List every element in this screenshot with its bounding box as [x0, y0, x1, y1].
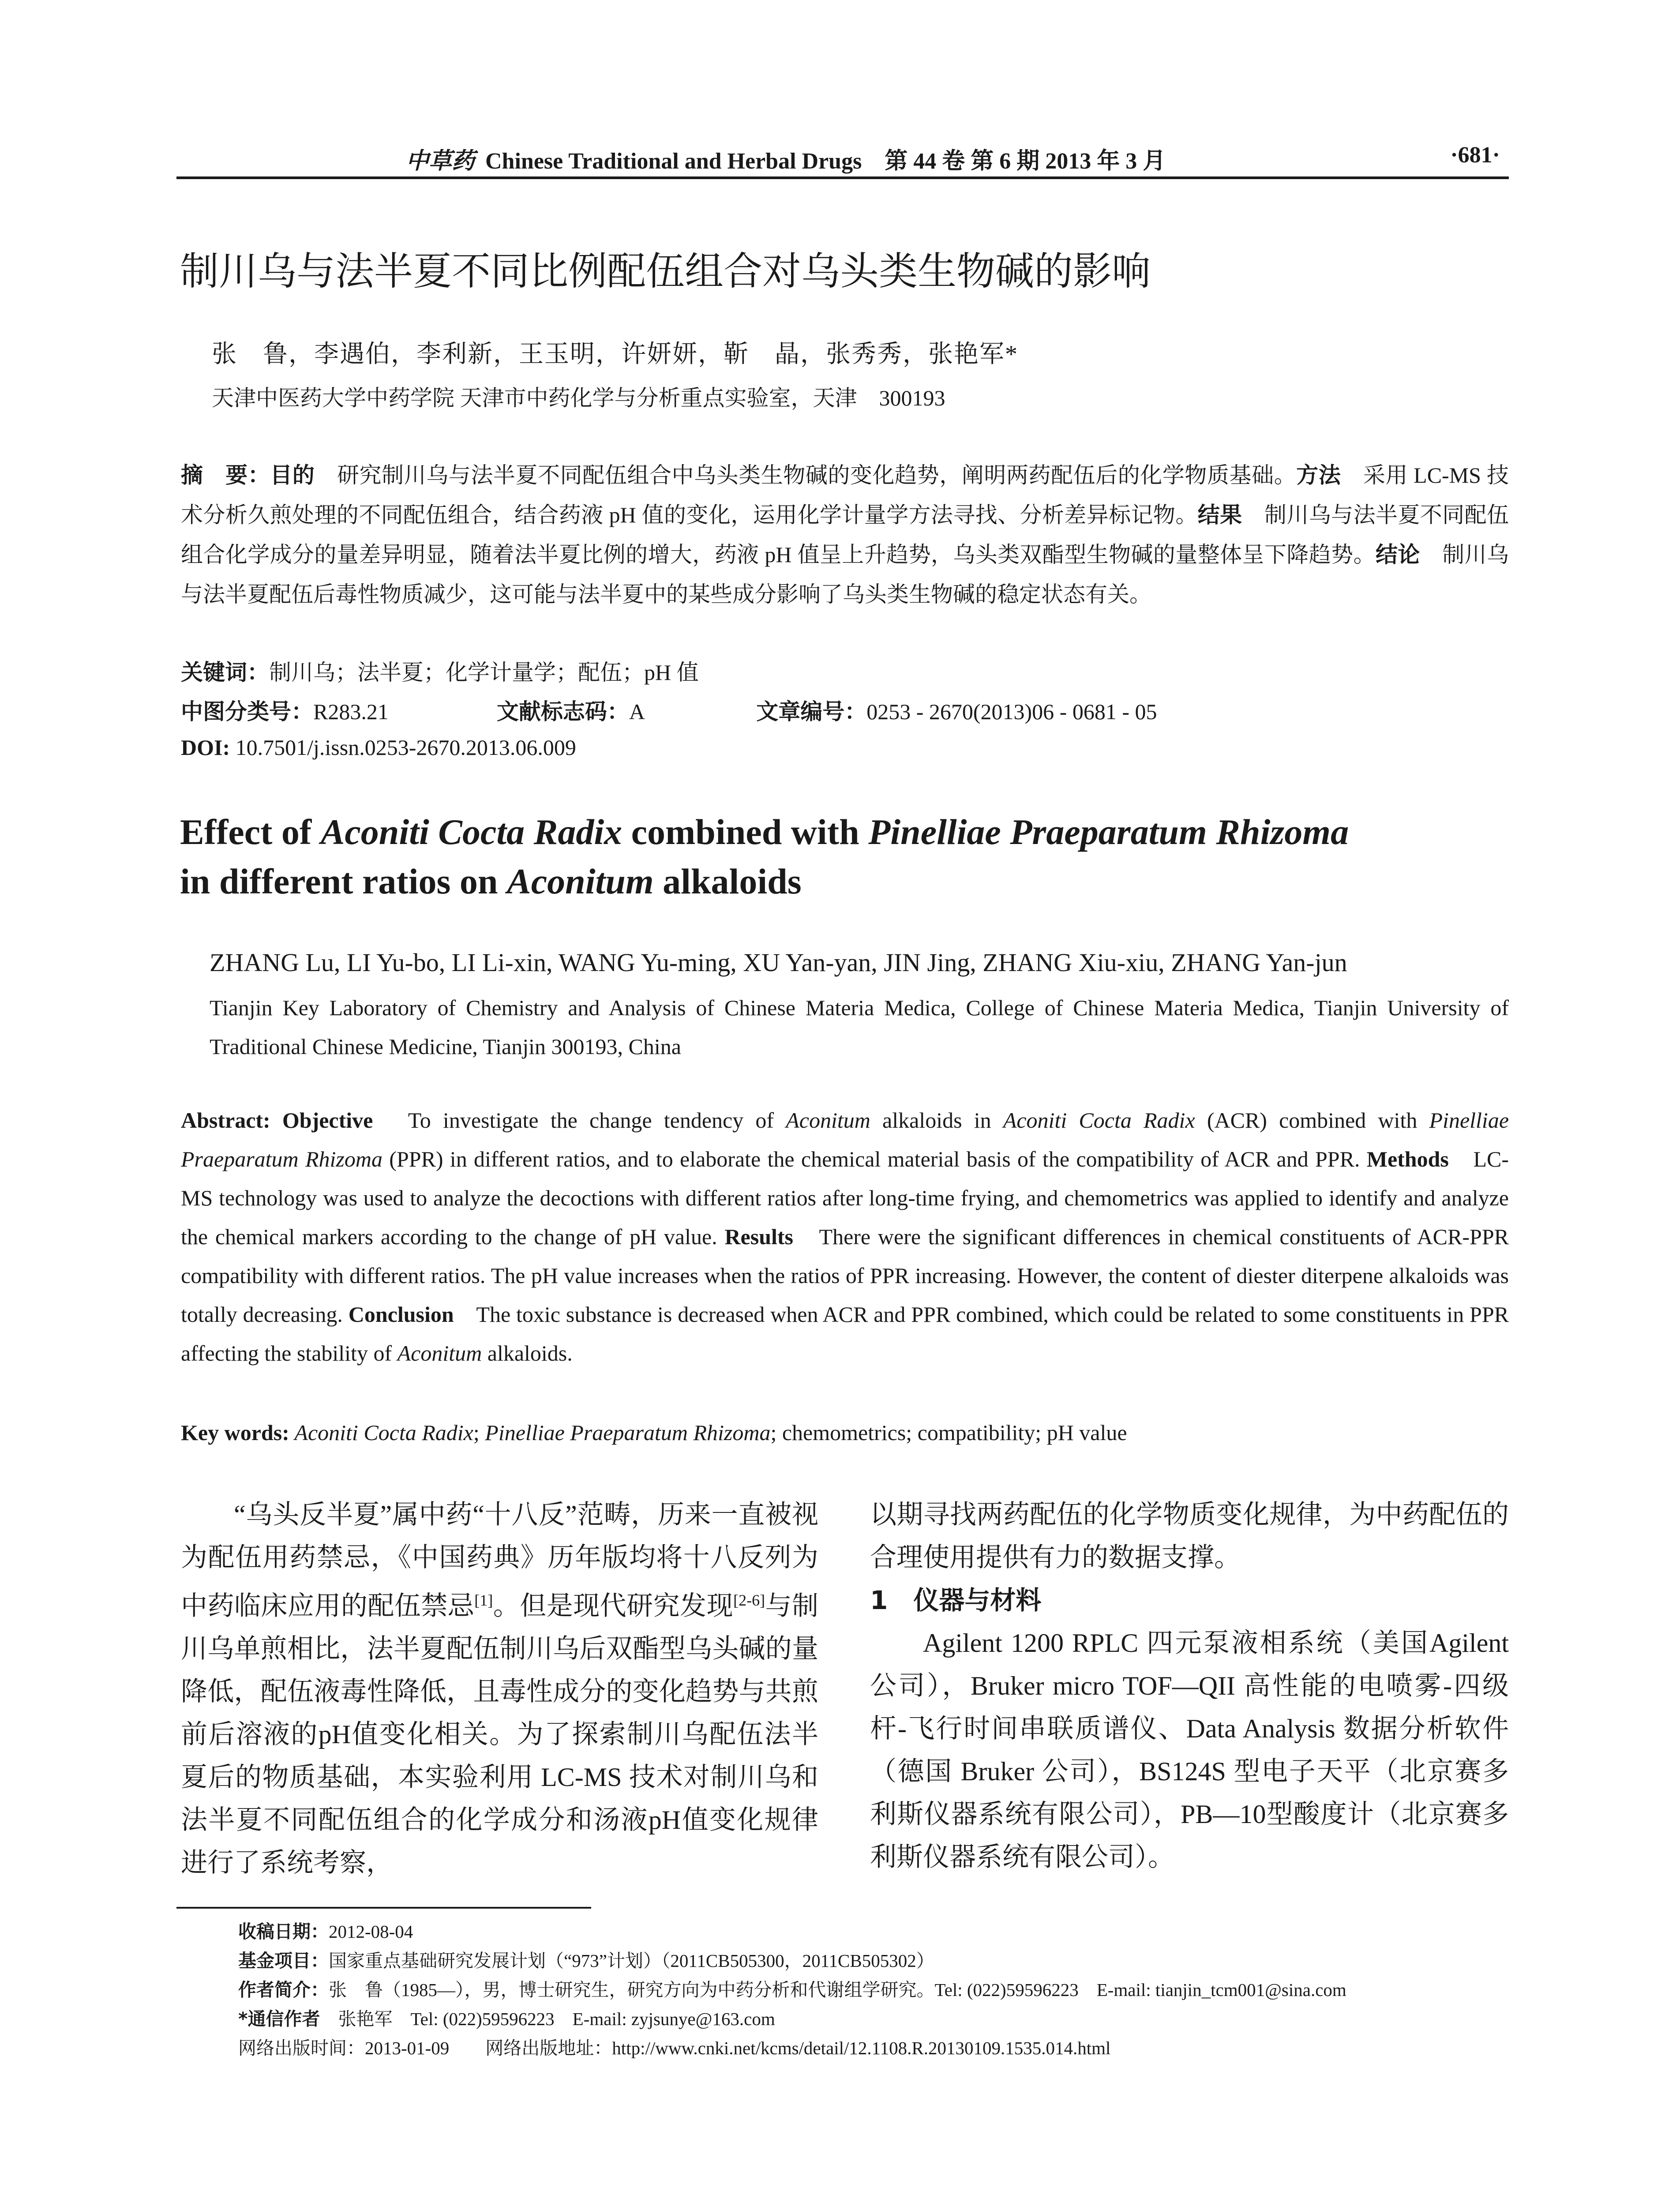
affiliation-english: Tianjin Key Laboratory of Chemistry and Analysis of Chinese Materia Medica, College of Chinese Materia Medica, Tianjin University of Traditional Chinese Medicine, Tianjin 300193, China: [210, 995, 1509, 1059]
keywords-en-label: Key words:: [181, 1420, 289, 1445]
clc-label: 中图分类号：: [181, 699, 313, 724]
intro-paragraph: [181, 1493, 818, 1884]
abstract-en-text: (ACR) combined with: [1195, 1108, 1429, 1133]
abstract-en-label: Abstract:: [181, 1108, 270, 1133]
methods-label: 方法: [1296, 462, 1341, 488]
title-en-part: combined with: [622, 812, 869, 852]
article-number-value: 0253 - 2670(2013)06 - 0681 - 05: [866, 699, 1157, 724]
footnote-online: 网络出版时间：2013-01-09 网络出版地址：http://www.cnki.net/kcms/detail/12.1108.R.20130109.1535.014.html: [238, 2038, 1111, 2058]
results-label: 结果: [1197, 502, 1242, 528]
footnote-author: [238, 1975, 1518, 2004]
title-chinese: 制川乌与法半夏不同比例配伍组合对乌头类生物碱的影响: [180, 248, 1151, 294]
objective-en-label: Objective: [270, 1108, 373, 1133]
results-text: 制川乌与法半夏不同配伍组合化学成分的量差异明显，随着法半夏比例的增大，药液 pH 值呈上升趋势，乌头类双酯型生物碱的量整体呈下降趋势。: [181, 503, 1509, 567]
body-column-left: [181, 1493, 818, 1884]
title-en-italic: Aconiti Cocta Radix: [320, 812, 622, 852]
footnote-divider: [176, 1907, 591, 1909]
abstract-en-italic: Aconitum: [786, 1108, 870, 1133]
section-heading: 1 仪器与材料: [870, 1585, 1042, 1615]
footnote-text: 国家重点基础研究发展计划（“973”计划）（2011CB505300，2011CB505302）: [329, 1951, 934, 1971]
methods-en-label: Methods: [1366, 1147, 1449, 1171]
doi-line: [181, 735, 576, 760]
keyword-italic: Aconiti Cocta Radix: [289, 1420, 473, 1445]
keyword-sep: ;: [473, 1420, 485, 1445]
header-divider: [176, 176, 1509, 179]
footnote-received: [238, 1917, 1518, 1946]
body-text: 。但是现代研究发现: [493, 1591, 734, 1621]
footnote-text: 2012-08-04: [329, 1921, 413, 1942]
footnote-label: 基金项目：: [238, 1950, 329, 1971]
footnote-text: 张 鲁（1985—），男，博士研究生，研究方向为中药分析和代谢组学研究。Tel: (022)59596223 E-mail: tianjin_tcm001@sina.com: [329, 1980, 1346, 2000]
title-en-part: alkaloids: [653, 861, 802, 901]
body-text: “乌头反半夏”属中药“十八反”范畴，历来一直被视为配伍用药禁忌，《中国药典》历年版均将十八反列为中药临床应用的配伍禁忌: [181, 1500, 818, 1621]
footnote-label: 作者简介：: [238, 1979, 329, 2000]
journal-logo: 中草药: [406, 149, 475, 174]
intro-continuation: 以期寻找两药配伍的化学物质变化规律，为中药配伍的合理使用提供有力的数据支撑。: [870, 1500, 1509, 1572]
authors-english: ZHANG Lu, LI Yu-bo, LI Li-xin, WANG Yu-ming, XU Yan-yan, JIN Jing, ZHANG Xiu-xiu, ZHANG Yan-jun: [210, 948, 1347, 977]
keywords-label: 关键词：: [181, 660, 269, 685]
title-en-part: Effect of: [180, 812, 321, 852]
abstract-en-text: (PPR) in different ratios, and to elaborate the chemical material basis of the compatibility of ACR and PPR.: [382, 1147, 1367, 1171]
footnotes: [238, 1917, 1518, 2063]
keywords-text: 制川乌；法半夏；化学计量学；配伍；pH 值: [269, 660, 699, 685]
citation-ref[interactable]: [1]: [474, 1591, 493, 1609]
running-header: [176, 142, 1509, 176]
affiliation-chinese: 天津中医药大学中药学院 天津市中药化学与分析重点实验室，天津 300193: [212, 386, 945, 410]
conclusion-label: 结论: [1375, 542, 1420, 567]
doc-code-value: A: [629, 699, 644, 724]
conclusion-text: 制川乌与法半夏配伍后毒性物质减少，这可能与法半夏中的某些成分影响了乌头类生物碱的稳定状态有关。: [181, 542, 1509, 607]
authors-chinese: 张 鲁，李遇伯，李利新，王玉明，许妍妍，靳 晶，张秀秀，张艳军*: [212, 341, 1018, 368]
keyword-italic: Pinelliae Praeparatum Rhizoma: [485, 1420, 771, 1445]
abstract-en-italic: Aconiti Cocta Radix: [1003, 1108, 1195, 1133]
abstract-en-text: alkaloids.: [482, 1341, 573, 1366]
objective-text: 研究制川乌与法半夏不同配伍组合中乌头类生物碱的变化趋势，阐明两药配伍后的化学物质基础。: [315, 463, 1297, 488]
abstract-en-italic: Aconitum: [397, 1341, 482, 1366]
abstract-en-text: To investigate the change tendency of: [373, 1108, 786, 1133]
methods-text: 采用 LC-MS 技术分析久煎处理的不同配伍组合，结合药液 pH 值的变化，运用化学计量学方法寻找、分析差异标记物。: [181, 463, 1509, 527]
article-number-label: 文章编号：: [756, 699, 867, 724]
clc-value: R283.21: [313, 699, 389, 724]
keyword-text: ; chemometrics; compatibility; pH value: [770, 1420, 1127, 1445]
doi-value: 10.7501/j.issn.0253-2670.2013.06.009: [230, 735, 576, 760]
abstract-en-text: alkaloids in: [870, 1108, 1003, 1133]
abstract-en-text: There were the significant differences in chemical constituents of ACR-PPR compatibility with different ratios. The pH value increases when the ratios of PPR increasing. However, the content of diester diterpene alkaloids was totally decreasing.: [181, 1224, 1509, 1327]
keywords-chinese: [181, 655, 1509, 687]
body-column-right: [870, 1493, 1509, 1879]
title-english: [180, 807, 1508, 906]
footnote-text: 张艳军 Tel: (022)59596223 E-mail: zyjsunye@163.com: [320, 2009, 775, 2029]
conclusion-en-label: Conclusion: [348, 1302, 454, 1327]
page-number: ·681·: [1450, 143, 1500, 168]
instruments-paragraph: Agilent 1200 RPLC 四元泵液相系统（美国Agilent 公司），Bruker micro TOF—QII 高性能的电喷雾-四级杆-飞行时间串联质谱仪、Data Analysis 数据分析软件（德国 Bruker 公司），BS124S 型电子天平（北京赛多利斯仪器系统有限公司），PB—10型酸度计（北京赛多利斯仪器系统有限公司）。: [870, 1628, 1509, 1872]
body-text: 与制川乌单煎相比，法半夏配伍制川乌后双酯型乌头碱的量降低，配伍液毒性降低，且毒性成分的变化趋势与共煎前后溶液的pH值变化相关。为了探索制川乌配伍法半夏后的物质基础，本实验利用 LC-MS 技术对制川乌和法半夏不同配伍组合的化学成分和汤液pH值变化规律进行了系统考察，: [181, 1591, 819, 1877]
footnote-fund: [238, 1946, 1518, 1975]
doc-code-label: 文献标志码：: [496, 699, 629, 724]
classification-line: [181, 694, 1509, 726]
journal-citation: Chinese Traditional and Herbal Drugs 第 44 卷 第 6 期 2013 年 3 月: [485, 149, 1166, 174]
abstract-label: 摘 要：: [181, 462, 270, 488]
results-en-label: Results: [724, 1224, 794, 1249]
objective-label: 目的: [270, 462, 315, 488]
abstract-en-text: LC-MS technology was used to analyze the decoctions with different ratios after long-time frying, and chemometrics was applied to identify and analyze the chemical markers according to the change of pH value.: [181, 1147, 1509, 1249]
footnote-label: 收稿日期：: [238, 1921, 329, 1942]
footnote-label: *通信作者: [238, 2008, 320, 2030]
citation-ref[interactable]: [2-6]: [733, 1591, 765, 1609]
title-en-italic: Aconitum: [507, 861, 654, 901]
abstract-english: [181, 1101, 1509, 1373]
title-en-part: in different ratios on: [180, 861, 507, 901]
doi-label: DOI:: [181, 735, 230, 760]
abstract-chinese: [181, 455, 1509, 614]
title-en-italic: Pinelliae Praeparatum Rhizoma: [868, 812, 1349, 852]
keywords-english: [181, 1420, 1127, 1445]
footnote-corresponding: [238, 2004, 1518, 2033]
abstract-en-italic: Pinelliae Praeparatum Rhizoma: [181, 1108, 1509, 1171]
abstract-en-text: The toxic substance is decreased when ACR and PPR combined, which could be related to some constituents in PPR affecting the stability of: [181, 1302, 1509, 1366]
